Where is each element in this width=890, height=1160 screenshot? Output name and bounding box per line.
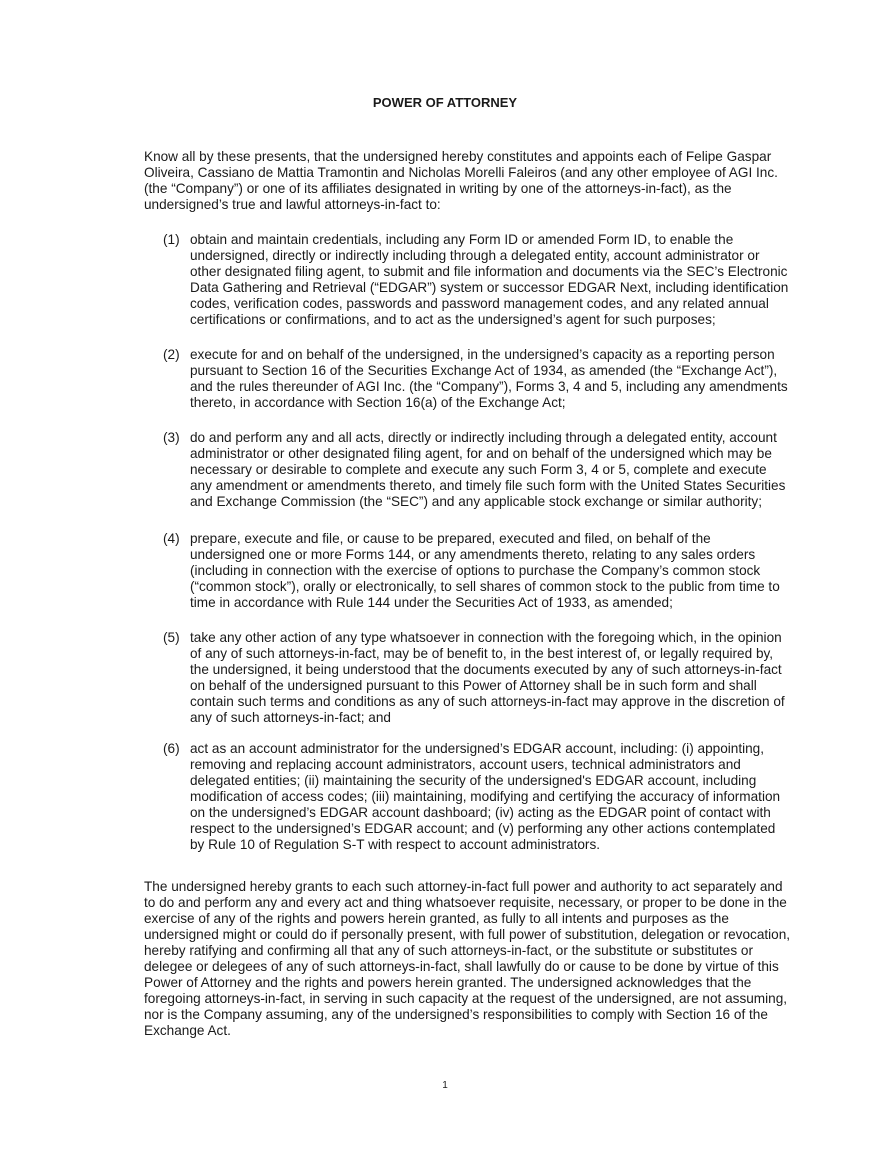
text-line: by Rule 10 of Regulation S-T with respect to account administrators.	[190, 837, 601, 852]
text-line: modification of access codes; (iii) maintaining, modifying and certifying the accuracy of information	[190, 789, 781, 804]
text-line: any of such attorneys-in-fact; and	[190, 710, 391, 725]
text-line: exercise of any of the rights and powers herein granted, as fully to all intents and purposes as the	[144, 911, 729, 926]
text-line: any amendment or amendments thereto, and timely file such form with the United States Securities	[190, 478, 786, 493]
item-number: (5)	[163, 630, 180, 645]
document-title: POWER OF ATTORNEY	[372, 95, 518, 110]
text-line: administrator or other designated filing agent, for and on behalf of the undersigned which may be	[190, 446, 772, 461]
item-text	[190, 630, 785, 726]
text-line: The undersigned hereby grants to each such attorney-in-fact full power and authority to act separately and	[144, 879, 783, 894]
item-text	[190, 347, 788, 411]
text-line: prepare, execute and file, or cause to be prepared, executed and filed, on behalf of the	[190, 531, 711, 546]
text-line: on behalf of the undersigned pursuant to this Power of Attorney shall be in such form and shall	[190, 678, 757, 693]
text-line: delegee or delegees of any of such attorneys-in-fact, shall lawfully do or cause to be done by virtue of this	[144, 959, 779, 974]
text-line: Know all by these presents, that the undersigned hereby constitutes and appoints each of Felipe Gaspar	[144, 149, 772, 164]
text-line: thereto, in accordance with Section 16(a) of the Exchange Act;	[190, 395, 566, 410]
text-line: execute for and on behalf of the undersigned, in the undersigned’s capacity as a reporting person	[190, 347, 775, 362]
text-line: Exchange Act.	[144, 1023, 231, 1038]
item-number: (3)	[163, 430, 180, 445]
text-line: obtain and maintain credentials, including any Form ID or amended Form ID, to enable the	[190, 232, 734, 247]
text-line: hereby ratifying and confirming all that any of such attorneys-in-fact, or the substitute or substitutes or	[144, 943, 754, 958]
text-line: (the “Company”) or one of its affiliates designated in writing by one of the attorneys-in-fact), as the	[144, 181, 732, 196]
item-text	[190, 531, 780, 611]
item-number: (2)	[163, 347, 180, 362]
text-line: the undersigned, it being understood that the documents executed by any of such attorneys-in-fact	[190, 662, 782, 677]
text-line: and the rules thereunder of AGI Inc. (the “Company”), Forms 3, 4 and 5, including any amendments	[190, 379, 788, 394]
item-number: (6)	[163, 741, 180, 756]
text-line: undersigned’s true and lawful attorneys-in-fact to:	[144, 197, 441, 212]
text-line: respect to the undersigned’s EDGAR account; and (v) performing any other actions contemplated	[190, 821, 776, 836]
text-line: take any other action of any type whatsoever in connection with the foregoing which, in the opinion	[190, 630, 782, 645]
text-line: Data Gathering and Retrieval (“EDGAR”) system or successor EDGAR Next, including identification	[190, 280, 789, 295]
text-line: necessary or desirable to complete and execute any such Form 3, 4 or 5, complete and execute	[190, 462, 767, 477]
text-line: do and perform any and all acts, directly or indirectly including through a delegated entity, account	[190, 430, 777, 445]
item-number: (4)	[163, 531, 180, 546]
intro-paragraph	[144, 149, 834, 213]
text-line: delegated entities; (ii) maintaining the security of the undersigned's EDGAR account, including	[190, 773, 757, 788]
text-line: contain such terms and conditions as any of such attorneys-in-fact may approve in the discretion of	[190, 694, 785, 709]
text-line: (including in connection with the exercise of options to purchase the Company’s common stock	[190, 563, 761, 578]
item-number: (1)	[163, 232, 180, 247]
page-number: 1	[442, 1080, 448, 1091]
text-line: Power of Attorney and the rights and powers herein granted. The undersigned acknowledges that the	[144, 975, 752, 990]
closing-paragraph	[144, 879, 834, 1039]
text-line: codes, verification codes, passwords and password management codes, and any related annual	[190, 296, 769, 311]
text-line: Oliveira, Cassiano de Mattia Tramontin and Nicholas Morelli Faleiros (and any other employee of AGI Inc.	[144, 165, 778, 180]
text-line: certifications or confirmations, and to act as the undersigned’s agent for such purposes;	[190, 312, 716, 327]
text-line: of any of such attorneys-in-fact, may be of benefit to, in the best interest of, or legally required by,	[190, 646, 774, 661]
text-line: (“common stock”), orally or electronically, to sell shares of common stock to the public from time to	[190, 579, 780, 594]
text-line: undersigned might or could do if personally present, with full power of substitution, delegation or revocation,	[144, 927, 791, 942]
item-text	[190, 430, 785, 510]
text-line: removing and replacing account administrators, account users, technical administrators and	[190, 757, 741, 772]
text-line: undersigned, directly or indirectly including through a delegated entity, account administrator or	[190, 248, 760, 263]
text-line: on the undersigned’s EDGAR account dashboard; (iv) acting as the EDGAR point of contact with	[190, 805, 771, 820]
text-line: time in accordance with Rule 144 under the Securities Act of 1933, as amended;	[190, 595, 673, 610]
text-line: act as an account administrator for the undersigned’s EDGAR account, including: (i) appointing,	[190, 741, 765, 756]
text-line: undersigned one or more Forms 144, or any amendments thereto, relating to any sales orders	[190, 547, 756, 562]
text-line: foregoing attorneys-in-fact, in serving in such capacity at the request of the undersigned, are not assuming,	[144, 991, 788, 1006]
text-line: other designated filing agent, to submit and file information and documents via the SEC’s Electronic	[190, 264, 788, 279]
item-text	[190, 741, 780, 853]
text-line: and Exchange Commission (the “SEC”) and any applicable stock exchange or similar authority;	[190, 494, 762, 509]
text-line: pursuant to Section 16 of the Securities Exchange Act of 1934, as amended (the “Exchange Act”),	[190, 363, 778, 378]
item-text	[190, 232, 788, 328]
text-line: nor is the Company assuming, any of the undersigned’s responsibilities to comply with Section 16 of the	[144, 1007, 768, 1022]
text-line: to do and perform any and every act and thing whatsoever requisite, necessary, or proper to be done in the	[144, 895, 787, 910]
